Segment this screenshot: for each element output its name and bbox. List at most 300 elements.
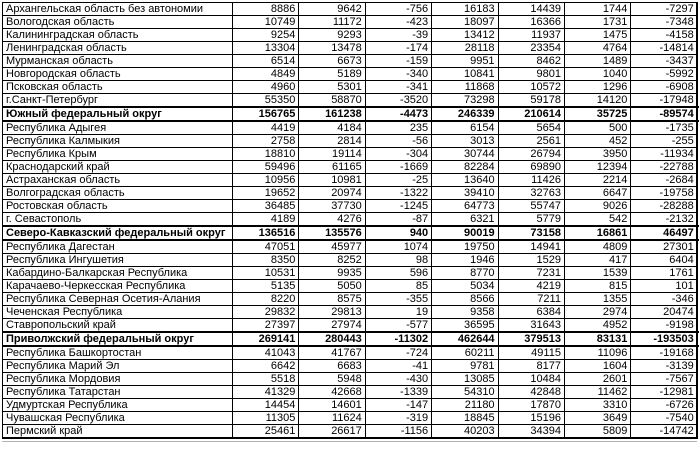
- value-cell[interactable]: 8177: [498, 360, 564, 373]
- value-cell[interactable]: 8220: [233, 293, 299, 306]
- value-cell[interactable]: 5809: [564, 425, 630, 439]
- value-cell[interactable]: 8252: [299, 254, 365, 267]
- table-row: [3, 55, 698, 68]
- region-name-cell[interactable]: Приволжский федеральный округ: [3, 332, 233, 346]
- value-cell[interactable]: 4276: [299, 213, 365, 227]
- value-cell[interactable]: 16366: [498, 16, 564, 29]
- value-cell[interactable]: 83131: [564, 332, 630, 346]
- section-total-row: [3, 107, 698, 121]
- region-name-cell[interactable]: Республика Адыгея: [3, 121, 233, 135]
- value-cell[interactable]: 40203: [432, 425, 498, 439]
- value-cell[interactable]: 1296: [564, 81, 630, 94]
- value-cell[interactable]: -1735: [631, 121, 697, 135]
- value-cell[interactable]: 11172: [299, 16, 365, 29]
- value-cell[interactable]: 27301: [631, 240, 697, 254]
- value-cell[interactable]: 1744: [564, 3, 630, 16]
- value-cell[interactable]: 19: [365, 306, 431, 319]
- value-cell[interactable]: -7567: [631, 373, 697, 386]
- table-row: [3, 306, 698, 319]
- value-cell[interactable]: -14742: [631, 425, 697, 439]
- value-cell[interactable]: 210614: [498, 107, 564, 121]
- value-cell[interactable]: 2758: [233, 135, 299, 148]
- value-cell[interactable]: -14814: [631, 42, 697, 55]
- value-cell[interactable]: -56: [365, 135, 431, 148]
- value-cell[interactable]: 5654: [498, 121, 564, 135]
- region-name-cell[interactable]: Калининградская область: [3, 29, 233, 42]
- table-row: [3, 213, 698, 227]
- value-cell[interactable]: -193503: [631, 332, 697, 346]
- value-cell[interactable]: -756: [365, 3, 431, 16]
- value-cell[interactable]: 5050: [299, 280, 365, 293]
- value-cell[interactable]: -7297: [631, 3, 697, 16]
- value-cell[interactable]: 379513: [498, 332, 564, 346]
- value-cell[interactable]: 9801: [498, 68, 564, 81]
- value-cell[interactable]: -304: [365, 148, 431, 161]
- value-cell[interactable]: 452: [564, 135, 630, 148]
- value-cell[interactable]: 20974: [299, 187, 365, 200]
- region-name-cell[interactable]: Республика Крым: [3, 148, 233, 161]
- value-cell[interactable]: 18097: [432, 16, 498, 29]
- table-row: [3, 174, 698, 187]
- value-cell[interactable]: 542: [564, 213, 630, 227]
- value-cell[interactable]: 28118: [432, 42, 498, 55]
- region-name-cell[interactable]: Краснодарский край: [3, 161, 233, 174]
- value-cell[interactable]: 85: [365, 280, 431, 293]
- region-name-cell[interactable]: Ростовская область: [3, 200, 233, 213]
- value-cell[interactable]: -25: [365, 174, 431, 187]
- value-cell[interactable]: 10956: [233, 174, 299, 187]
- value-cell[interactable]: -87: [365, 213, 431, 227]
- table-row: [3, 346, 698, 360]
- value-cell[interactable]: -1322: [365, 187, 431, 200]
- table-row: [3, 280, 698, 293]
- value-cell[interactable]: 815: [564, 280, 630, 293]
- value-cell[interactable]: 47051: [233, 240, 299, 254]
- value-cell[interactable]: 13640: [432, 174, 498, 187]
- value-cell[interactable]: 4419: [233, 121, 299, 135]
- value-cell[interactable]: 4849: [233, 68, 299, 81]
- value-cell[interactable]: 59178: [498, 94, 564, 108]
- value-cell[interactable]: 42848: [498, 386, 564, 399]
- table-row: [3, 373, 698, 386]
- value-cell[interactable]: 11426: [498, 174, 564, 187]
- region-name-cell[interactable]: Республика Северная Осетия-Алания: [3, 293, 233, 306]
- value-cell[interactable]: 41043: [233, 346, 299, 360]
- value-cell[interactable]: 64773: [432, 200, 498, 213]
- value-cell[interactable]: 269141: [233, 332, 299, 346]
- value-cell[interactable]: 5189: [299, 68, 365, 81]
- region-name-cell[interactable]: Архангельская область без автономии: [3, 3, 233, 16]
- value-cell[interactable]: 9642: [299, 3, 365, 16]
- value-cell[interactable]: 31643: [498, 319, 564, 333]
- value-cell[interactable]: 54310: [432, 386, 498, 399]
- value-cell[interactable]: 90019: [432, 226, 498, 240]
- value-cell[interactable]: 2561: [498, 135, 564, 148]
- value-cell[interactable]: 21180: [432, 399, 498, 412]
- value-cell[interactable]: 235: [365, 121, 431, 135]
- value-cell[interactable]: -28288: [631, 200, 697, 213]
- value-cell[interactable]: 37730: [299, 200, 365, 213]
- value-cell[interactable]: -7348: [631, 16, 697, 29]
- value-cell[interactable]: 1946: [432, 254, 498, 267]
- value-cell[interactable]: -89574: [631, 107, 697, 121]
- value-cell[interactable]: 14941: [498, 240, 564, 254]
- value-cell[interactable]: 4952: [564, 319, 630, 333]
- value-cell[interactable]: 32763: [498, 187, 564, 200]
- value-cell[interactable]: 73158: [498, 226, 564, 240]
- value-cell[interactable]: 8462: [498, 55, 564, 68]
- value-cell[interactable]: -22788: [631, 161, 697, 174]
- table-row: [3, 161, 698, 174]
- section-total-row: [3, 332, 698, 346]
- value-cell[interactable]: 6647: [564, 187, 630, 200]
- value-cell[interactable]: 14120: [564, 94, 630, 108]
- value-cell[interactable]: 4189: [233, 213, 299, 227]
- table-row: [3, 3, 698, 16]
- value-cell[interactable]: 8566: [432, 293, 498, 306]
- value-cell[interactable]: 280443: [299, 332, 365, 346]
- value-cell[interactable]: -41: [365, 360, 431, 373]
- value-cell[interactable]: 417: [564, 254, 630, 267]
- table-row: [3, 267, 698, 280]
- value-cell[interactable]: 98: [365, 254, 431, 267]
- value-cell[interactable]: 1761: [631, 267, 697, 280]
- value-cell[interactable]: 61165: [299, 161, 365, 174]
- value-cell[interactable]: 3950: [564, 148, 630, 161]
- value-cell[interactable]: -6726: [631, 399, 697, 412]
- value-cell[interactable]: 5948: [299, 373, 365, 386]
- value-cell[interactable]: 3310: [564, 399, 630, 412]
- value-cell[interactable]: 6642: [233, 360, 299, 373]
- value-cell[interactable]: 500: [564, 121, 630, 135]
- region-name-cell[interactable]: Республика Татарстан: [3, 386, 233, 399]
- value-cell[interactable]: 136516: [233, 226, 299, 240]
- value-cell[interactable]: 462644: [432, 332, 498, 346]
- value-cell[interactable]: 55350: [233, 94, 299, 108]
- value-cell[interactable]: 23354: [498, 42, 564, 55]
- value-cell[interactable]: -174: [365, 42, 431, 55]
- value-cell[interactable]: 4809: [564, 240, 630, 254]
- table-row: [3, 412, 698, 425]
- value-cell[interactable]: -319: [365, 412, 431, 425]
- value-cell[interactable]: 59496: [233, 161, 299, 174]
- value-cell[interactable]: 18845: [432, 412, 498, 425]
- value-cell[interactable]: 26794: [498, 148, 564, 161]
- value-cell[interactable]: 13412: [432, 29, 498, 42]
- table-row: [3, 94, 698, 108]
- value-cell[interactable]: 4184: [299, 121, 365, 135]
- value-cell[interactable]: 19652: [233, 187, 299, 200]
- value-cell[interactable]: 30744: [432, 148, 498, 161]
- value-cell[interactable]: 5779: [498, 213, 564, 227]
- value-cell[interactable]: -355: [365, 293, 431, 306]
- value-cell[interactable]: 36595: [432, 319, 498, 333]
- value-cell[interactable]: 4219: [498, 280, 564, 293]
- value-cell[interactable]: 39410: [432, 187, 498, 200]
- region-name-cell[interactable]: Республика Ингушетия: [3, 254, 233, 267]
- value-cell[interactable]: 58870: [299, 94, 365, 108]
- value-cell[interactable]: -4473: [365, 107, 431, 121]
- region-name-cell[interactable]: Ставропольский край: [3, 319, 233, 333]
- value-cell[interactable]: 14439: [498, 3, 564, 16]
- table-row: [3, 187, 698, 200]
- region-name-cell[interactable]: Псковская область: [3, 81, 233, 94]
- value-cell[interactable]: 156765: [233, 107, 299, 121]
- value-cell[interactable]: 5518: [233, 373, 299, 386]
- value-cell[interactable]: 10572: [498, 81, 564, 94]
- table-row: [3, 148, 698, 161]
- value-cell[interactable]: 8350: [233, 254, 299, 267]
- value-cell[interactable]: 15196: [498, 412, 564, 425]
- value-cell[interactable]: 4960: [233, 81, 299, 94]
- value-cell[interactable]: 11305: [233, 412, 299, 425]
- value-cell[interactable]: 9781: [432, 360, 498, 373]
- value-cell[interactable]: 3649: [564, 412, 630, 425]
- value-cell[interactable]: 36485: [233, 200, 299, 213]
- value-cell[interactable]: 11624: [299, 412, 365, 425]
- value-cell[interactable]: 6683: [299, 360, 365, 373]
- value-cell[interactable]: 4764: [564, 42, 630, 55]
- value-cell[interactable]: -7540: [631, 412, 697, 425]
- value-cell[interactable]: -19168: [631, 346, 697, 360]
- value-cell[interactable]: 73298: [432, 94, 498, 108]
- value-cell[interactable]: 18810: [233, 148, 299, 161]
- value-cell[interactable]: 17870: [498, 399, 564, 412]
- value-cell[interactable]: -11934: [631, 148, 697, 161]
- value-cell[interactable]: 101: [631, 280, 697, 293]
- table-row: [3, 386, 698, 399]
- value-cell[interactable]: 940: [365, 226, 431, 240]
- value-cell[interactable]: 6673: [299, 55, 365, 68]
- value-cell[interactable]: 13478: [299, 42, 365, 55]
- value-cell[interactable]: -12981: [631, 386, 697, 399]
- value-cell[interactable]: -9198: [631, 319, 697, 333]
- region-name-cell[interactable]: Кабардино-Балкарская Республика: [3, 267, 233, 280]
- value-cell[interactable]: -4158: [631, 29, 697, 42]
- table-row: [3, 399, 698, 412]
- value-cell[interactable]: 45977: [299, 240, 365, 254]
- spellcheck-underlined-text: г.Санкт: [6, 94, 42, 106]
- value-cell[interactable]: 34394: [498, 425, 564, 439]
- value-cell[interactable]: 1539: [564, 267, 630, 280]
- value-cell[interactable]: 6321: [432, 213, 498, 227]
- value-cell[interactable]: -5992: [631, 68, 697, 81]
- value-cell[interactable]: 19750: [432, 240, 498, 254]
- region-name-cell[interactable]: Пермский край: [3, 425, 233, 439]
- value-cell[interactable]: 41767: [299, 346, 365, 360]
- value-cell[interactable]: -430: [365, 373, 431, 386]
- table-row: [3, 121, 698, 135]
- value-cell[interactable]: 69890: [498, 161, 564, 174]
- value-cell[interactable]: -3520: [365, 94, 431, 108]
- region-name-cell[interactable]: г.Санкт-Петербург: [3, 94, 233, 108]
- region-name-cell[interactable]: Мурманская область: [3, 55, 233, 68]
- value-cell[interactable]: 16183: [432, 3, 498, 16]
- value-cell[interactable]: -11302: [365, 332, 431, 346]
- region-name-cell[interactable]: Астраханская область: [3, 174, 233, 187]
- value-cell[interactable]: 20474: [631, 306, 697, 319]
- value-cell[interactable]: -17948: [631, 94, 697, 108]
- table-row: [3, 240, 698, 254]
- regions-data-table: [2, 2, 698, 439]
- value-cell[interactable]: 41329: [233, 386, 299, 399]
- value-cell[interactable]: 6384: [498, 306, 564, 319]
- value-cell[interactable]: 7211: [498, 293, 564, 306]
- value-cell[interactable]: 1074: [365, 240, 431, 254]
- value-cell[interactable]: 1489: [564, 55, 630, 68]
- value-cell[interactable]: 19114: [299, 148, 365, 161]
- value-cell[interactable]: 1475: [564, 29, 630, 42]
- value-cell[interactable]: 2974: [564, 306, 630, 319]
- value-cell[interactable]: -423: [365, 16, 431, 29]
- value-cell[interactable]: -1245: [365, 200, 431, 213]
- value-cell[interactable]: -341: [365, 81, 431, 94]
- table-row: [3, 293, 698, 306]
- region-name-cell[interactable]: Южный федеральный округ: [3, 107, 233, 121]
- value-cell[interactable]: -346: [631, 293, 697, 306]
- value-cell[interactable]: 10531: [233, 267, 299, 280]
- value-cell[interactable]: 10981: [299, 174, 365, 187]
- value-cell[interactable]: 1604: [564, 360, 630, 373]
- value-cell[interactable]: 29832: [233, 306, 299, 319]
- value-cell[interactable]: -1339: [365, 386, 431, 399]
- value-cell[interactable]: -3139: [631, 360, 697, 373]
- value-cell[interactable]: 35725: [564, 107, 630, 121]
- region-name-cell[interactable]: Удмуртская Республика: [3, 399, 233, 412]
- value-cell[interactable]: 10749: [233, 16, 299, 29]
- value-cell[interactable]: 7231: [498, 267, 564, 280]
- value-cell[interactable]: 9358: [432, 306, 498, 319]
- value-cell[interactable]: -39: [365, 29, 431, 42]
- region-name-cell[interactable]: Вологодская область: [3, 16, 233, 29]
- value-cell[interactable]: 8770: [432, 267, 498, 280]
- table-row: [3, 42, 698, 55]
- value-cell[interactable]: 6514: [233, 55, 299, 68]
- value-cell[interactable]: -6908: [631, 81, 697, 94]
- section-total-row: [3, 226, 698, 240]
- region-name-cell[interactable]: г. Севастополь: [3, 213, 233, 227]
- value-cell[interactable]: 26617: [299, 425, 365, 439]
- value-cell[interactable]: 46497: [631, 226, 697, 240]
- value-cell[interactable]: 9026: [564, 200, 630, 213]
- value-cell[interactable]: 3013: [432, 135, 498, 148]
- value-cell[interactable]: 27397: [233, 319, 299, 333]
- value-cell[interactable]: 2814: [299, 135, 365, 148]
- value-cell[interactable]: -577: [365, 319, 431, 333]
- value-cell[interactable]: 1355: [564, 293, 630, 306]
- region-name-cell[interactable]: Республика Калмыкия: [3, 135, 233, 148]
- value-cell[interactable]: 11462: [564, 386, 630, 399]
- value-cell[interactable]: 2601: [564, 373, 630, 386]
- value-cell[interactable]: 8886: [233, 3, 299, 16]
- table-body: [3, 3, 698, 439]
- value-cell[interactable]: 25461: [233, 425, 299, 439]
- value-cell[interactable]: 29813: [299, 306, 365, 319]
- table-row: [3, 68, 698, 81]
- value-cell[interactable]: 14601: [299, 399, 365, 412]
- value-cell[interactable]: 11096: [564, 346, 630, 360]
- value-cell[interactable]: 27974: [299, 319, 365, 333]
- value-cell[interactable]: -147: [365, 399, 431, 412]
- region-name-cell[interactable]: Чеченская Республика: [3, 306, 233, 319]
- table-row: [3, 360, 698, 373]
- region-name-cell[interactable]: Ленинградская область: [3, 42, 233, 55]
- value-cell[interactable]: -159: [365, 55, 431, 68]
- region-name-cell[interactable]: Республика Дагестан: [3, 240, 233, 254]
- value-cell[interactable]: 42668: [299, 386, 365, 399]
- value-cell[interactable]: 161238: [299, 107, 365, 121]
- value-cell[interactable]: 12394: [564, 161, 630, 174]
- value-cell[interactable]: 596: [365, 267, 431, 280]
- value-cell[interactable]: 246339: [432, 107, 498, 121]
- table-row: [3, 425, 698, 439]
- region-name-cell[interactable]: Чувашская Республика: [3, 412, 233, 425]
- value-cell[interactable]: 135576: [299, 226, 365, 240]
- value-cell[interactable]: -340: [365, 68, 431, 81]
- value-cell[interactable]: -19758: [631, 187, 697, 200]
- table-row: [3, 81, 698, 94]
- value-cell[interactable]: -255: [631, 135, 697, 148]
- region-name-cell[interactable]: Волгоградская область: [3, 187, 233, 200]
- value-cell[interactable]: 1731: [564, 16, 630, 29]
- document-sheet: [2, 2, 698, 442]
- value-cell[interactable]: 1040: [564, 68, 630, 81]
- region-name-cell[interactable]: Новгородская область: [3, 68, 233, 81]
- value-cell[interactable]: -1669: [365, 161, 431, 174]
- value-cell[interactable]: 6404: [631, 254, 697, 267]
- table-row: [3, 135, 698, 148]
- value-cell[interactable]: 9935: [299, 267, 365, 280]
- value-cell[interactable]: 10841: [432, 68, 498, 81]
- value-cell[interactable]: 10484: [498, 373, 564, 386]
- page-edge-shadow: [2, 441, 697, 442]
- value-cell[interactable]: 55747: [498, 200, 564, 213]
- value-cell[interactable]: 9293: [299, 29, 365, 42]
- region-name-cell[interactable]: Республика Башкортостан: [3, 346, 233, 360]
- value-cell[interactable]: 8575: [299, 293, 365, 306]
- value-cell[interactable]: 13304: [233, 42, 299, 55]
- value-cell[interactable]: 6154: [432, 121, 498, 135]
- region-name-cell[interactable]: Карачаево-Черкесская Республика: [3, 280, 233, 293]
- value-cell[interactable]: 1529: [498, 254, 564, 267]
- value-cell[interactable]: 49115: [498, 346, 564, 360]
- value-cell[interactable]: -724: [365, 346, 431, 360]
- table-row: [3, 254, 698, 267]
- value-cell[interactable]: 13085: [432, 373, 498, 386]
- value-cell[interactable]: 16861: [564, 226, 630, 240]
- value-cell[interactable]: 60211: [432, 346, 498, 360]
- value-cell[interactable]: 5301: [299, 81, 365, 94]
- value-cell[interactable]: 5135: [233, 280, 299, 293]
- value-cell[interactable]: 2214: [564, 174, 630, 187]
- value-cell[interactable]: 11868: [432, 81, 498, 94]
- table-row: [3, 16, 698, 29]
- value-cell[interactable]: 9951: [432, 55, 498, 68]
- value-cell[interactable]: 5034: [432, 280, 498, 293]
- value-cell[interactable]: -1156: [365, 425, 431, 439]
- value-cell[interactable]: 9254: [233, 29, 299, 42]
- region-name-cell[interactable]: Республика Мордовия: [3, 373, 233, 386]
- region-name-cell[interactable]: Северо-Кавказский федеральный округ: [3, 226, 233, 240]
- value-cell[interactable]: -3437: [631, 55, 697, 68]
- value-cell[interactable]: -2684: [631, 174, 697, 187]
- value-cell[interactable]: -2132: [631, 213, 697, 227]
- table-row: [3, 319, 698, 333]
- value-cell[interactable]: 82284: [432, 161, 498, 174]
- value-cell[interactable]: 11937: [498, 29, 564, 42]
- region-name-cell[interactable]: Республика Марий Эл: [3, 360, 233, 373]
- value-cell[interactable]: 14454: [233, 399, 299, 412]
